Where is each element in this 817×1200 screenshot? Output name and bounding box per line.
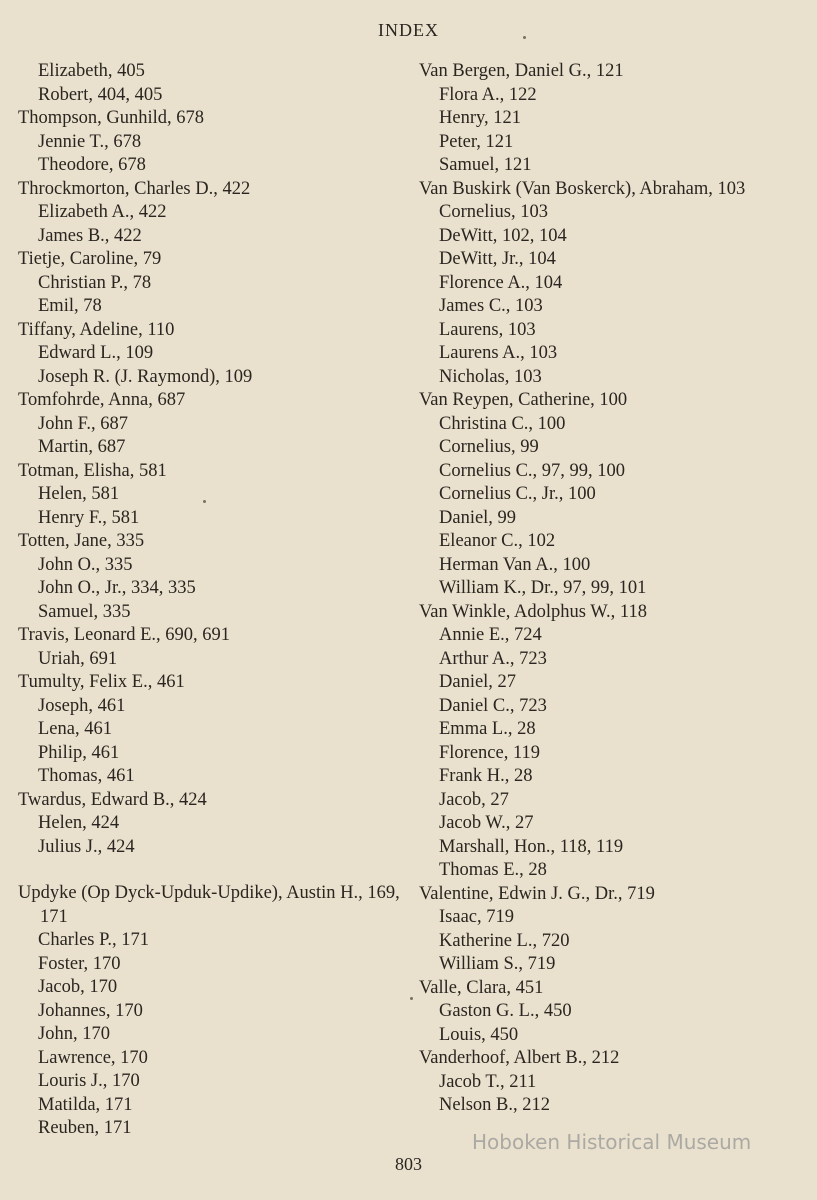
index-subentry: Louris J., 170 bbox=[38, 1071, 140, 1091]
index-subentry: Helen, 581 bbox=[38, 484, 120, 504]
page-number: 803 bbox=[395, 1154, 422, 1174]
index-subentry: Matilda, 171 bbox=[38, 1094, 133, 1115]
index-subentry: Julius J., 424 bbox=[38, 836, 135, 857]
index-entry: Van Buskirk (Van Boskerck), Abraham, 103 bbox=[419, 178, 746, 199]
index-subentry: Gaston G. L., 450 bbox=[439, 1001, 572, 1021]
index-subentry: Christian P., 78 bbox=[38, 272, 152, 293]
index-subentry: Laurens A., 103 bbox=[439, 343, 558, 363]
index-entry: Van Winkle, Adolphus W., 118 bbox=[419, 601, 647, 622]
index-subentry: James B., 422 bbox=[38, 225, 142, 246]
index-subentry: John O., Jr., 334, 335 bbox=[38, 578, 196, 598]
index-subentry: Florence, 119 bbox=[439, 742, 541, 763]
index-subentry: Lena, 461 bbox=[38, 719, 112, 739]
index-subentry: Jacob W., 27 bbox=[439, 813, 534, 833]
index-subentry: Eleanor C., 102 bbox=[439, 531, 556, 551]
index-subentry: William K., Dr., 97, 99, 101 bbox=[439, 578, 647, 598]
index-subentry: Johannes, 170 bbox=[38, 1000, 143, 1021]
index-subentry: James C., 103 bbox=[439, 296, 543, 316]
index-subentry: Laurens, 103 bbox=[439, 319, 536, 340]
index-subentry: Charles P., 171 bbox=[38, 930, 149, 950]
index-subentry: Henry, 121 bbox=[439, 108, 522, 128]
index-entry: Throckmorton, Charles D., 422 bbox=[18, 178, 251, 199]
index-subentry: Isaac, 719 bbox=[439, 907, 514, 927]
index-entry: Vanderhoof, Albert B., 212 bbox=[419, 1048, 620, 1068]
index-subentry: Uriah, 691 bbox=[38, 648, 118, 669]
index-subentry: Emil, 78 bbox=[38, 296, 102, 316]
index-subentry: Samuel, 335 bbox=[38, 601, 131, 622]
index-subentry: Nicholas, 103 bbox=[439, 366, 542, 387]
index-entry: Van Bergen, Daniel G., 121 bbox=[419, 61, 624, 81]
index-subentry: John, 170 bbox=[38, 1024, 110, 1044]
index-subentry: Edward L., 109 bbox=[38, 343, 154, 363]
index-subentry: Philip, 461 bbox=[38, 742, 120, 763]
index-entry: Travis, Leonard E., 690, 691 bbox=[18, 625, 231, 645]
index-subentry: Louis, 450 bbox=[439, 1024, 519, 1045]
index-entry: Tietje, Caroline, 79 bbox=[18, 249, 162, 269]
index-entry: Thompson, Gunhild, 678 bbox=[18, 108, 205, 128]
index-subentry: Helen, 424 bbox=[38, 813, 120, 833]
index-subentry: Theodore, 678 bbox=[38, 155, 146, 175]
index-subentry: Herman Van A., 100 bbox=[439, 554, 591, 575]
index-entry: Totman, Elisha, 581 bbox=[18, 460, 167, 481]
index-subentry: Thomas, 461 bbox=[38, 766, 135, 786]
paper-speck bbox=[523, 36, 526, 39]
index-entry: Updyke (Op Dyck-Upduk-Updike), Austin H., 169, 171 bbox=[18, 883, 400, 927]
index-entry: Tumulty, Felix E., 461 bbox=[18, 672, 185, 692]
index-entry: Twardus, Edward B., 424 bbox=[18, 789, 207, 810]
watermark: Hoboken Historical Museum bbox=[472, 1130, 752, 1154]
index-subentry: Elizabeth, 405 bbox=[38, 61, 145, 81]
index-subentry: Martin, 687 bbox=[38, 437, 126, 457]
index-entry: Valentine, Edwin J. G., Dr., 719 bbox=[419, 883, 655, 904]
page-title: INDEX bbox=[378, 20, 439, 40]
index-subentry: Thomas E., 28 bbox=[439, 860, 547, 880]
index-subentry: Katherine L., 720 bbox=[439, 930, 570, 951]
index-subentry: DeWitt, Jr., 104 bbox=[439, 249, 556, 269]
index-subentry: Emma L., 28 bbox=[439, 719, 536, 739]
index-subentry: Daniel, 27 bbox=[439, 672, 517, 692]
index-entry: Tomfohrde, Anna, 687 bbox=[18, 390, 186, 410]
index-subentry: Marshall, Hon., 118, 119 bbox=[439, 836, 624, 857]
index-subentry: Arthur A., 723 bbox=[439, 648, 547, 669]
index-subentry: Robert, 404, 405 bbox=[38, 84, 163, 105]
index-subentry: Frank H., 28 bbox=[439, 766, 533, 786]
index-entry: Totten, Jane, 335 bbox=[18, 531, 145, 551]
index-subentry: Daniel, 99 bbox=[439, 507, 517, 528]
index-subentry: Henry F., 581 bbox=[38, 507, 140, 528]
index-subentry: Christina C., 100 bbox=[439, 413, 566, 434]
index-subentry: Florence A., 104 bbox=[439, 272, 563, 293]
index-subentry: Jacob T., 211 bbox=[439, 1071, 537, 1092]
paper-speck bbox=[203, 500, 206, 503]
index-subentry: Joseph, 461 bbox=[38, 695, 126, 716]
index-subentry: Elizabeth A., 422 bbox=[38, 202, 167, 222]
index-subentry: Peter, 121 bbox=[439, 131, 514, 152]
index-subentry: Cornelius, 103 bbox=[439, 202, 548, 222]
index-subentry: Jacob, 27 bbox=[439, 789, 509, 810]
index-subentry: Cornelius C., Jr., 100 bbox=[439, 484, 596, 504]
index-subentry: Nelson B., 212 bbox=[439, 1095, 550, 1115]
index-subentry: John O., 335 bbox=[38, 554, 133, 575]
index-entry: Valle, Clara, 451 bbox=[419, 977, 544, 998]
index-column-left bbox=[18, 60, 403, 1141]
index-subentry: Joseph R. (J. Raymond), 109 bbox=[38, 366, 253, 387]
index-entry: Van Reypen, Catherine, 100 bbox=[419, 390, 628, 410]
index-subentry: Daniel C., 723 bbox=[439, 695, 547, 716]
index-subentry: Foster, 170 bbox=[38, 953, 121, 974]
index-subentry: Jennie T., 678 bbox=[38, 131, 142, 152]
index-subentry: Jacob, 170 bbox=[38, 977, 118, 997]
index-subentry: Cornelius, 99 bbox=[439, 437, 539, 457]
index-subentry: Flora A., 122 bbox=[439, 84, 537, 105]
index-subentry: Cornelius C., 97, 99, 100 bbox=[439, 460, 626, 481]
index-subentry: Annie E., 724 bbox=[439, 625, 542, 645]
index-subentry: DeWitt, 102, 104 bbox=[439, 225, 567, 246]
index-entry: Tiffany, Adeline, 110 bbox=[18, 319, 175, 340]
index-column-right bbox=[419, 60, 804, 1118]
index-subentry: Samuel, 121 bbox=[439, 155, 532, 175]
index-subentry: William S., 719 bbox=[439, 954, 556, 974]
paper-speck bbox=[410, 997, 413, 1000]
index-subentry: Reuben, 171 bbox=[38, 1118, 132, 1138]
index-subentry: John F., 687 bbox=[38, 413, 129, 434]
index-subentry: Lawrence, 170 bbox=[38, 1047, 148, 1068]
